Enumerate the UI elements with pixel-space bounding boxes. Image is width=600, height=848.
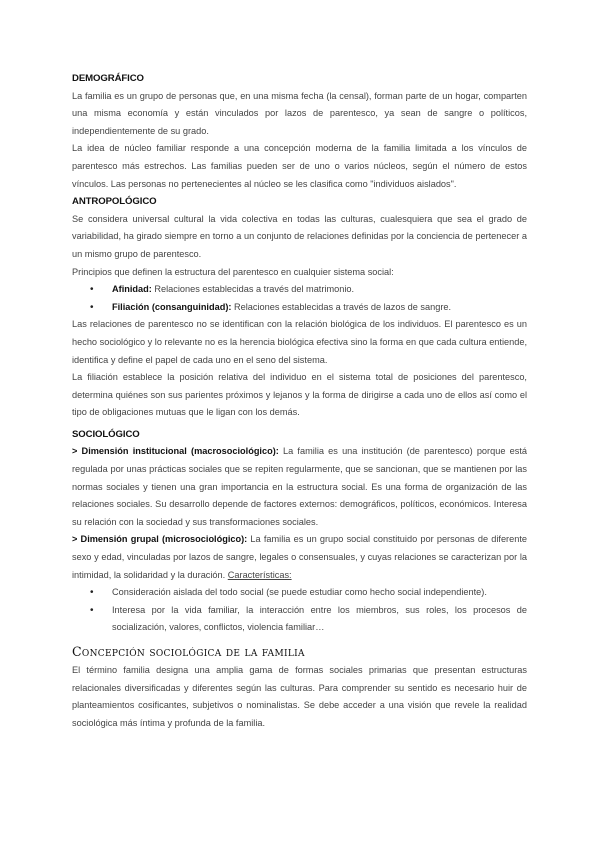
characteristics-list: [72, 584, 527, 637]
dimension-text: La familia es un grupo social constituido por personas de diferente sexo y edad, vinculadas por lazos de sangre, legales o consensuales, y cuyas relaciones se caracterizan por la intimidad, la solidaridad y la duración.: [72, 534, 527, 580]
dimension-label: > Dimensión institucional (macrosociológico):: [72, 446, 279, 457]
term-text: Relaciones establecidas a través del matrimonio.: [151, 284, 355, 295]
dimension-text: La familia es una institución (de parentesco) porque está regulada por unas prácticas sociales que se repiten regularmente, que se sancionan, que se mantienen por las normas sociales y tienen una gran importancia en la estructura social. Es una forma de organización de las relaciones sociales. Su desarrollo depende de factores externos: demográficos, políticos, económicos. Interesa su relación con la sociedad y sus transformaciones sociales.: [72, 446, 527, 527]
list-item: [112, 299, 527, 317]
paragraph: [72, 443, 527, 531]
term-text: Relaciones establecidas a través de lazos de sangre.: [231, 301, 452, 312]
paragraph: Se considera universal cultural la vida colectiva en todas las culturas, cualesquiera que sea el grado de variabilidad, ha girado siempre en torno a un conjunto de relaciones definidas por la conciencia de pertenecer a un mismo grupo de parentesco.: [72, 213, 527, 259]
term-label: Filiación (consanguinidad):: [112, 301, 232, 312]
heading-demografico: DEMOGRÁFICO: [72, 73, 144, 84]
document-body: [72, 70, 527, 732]
heading-concepcion: Concepción sociológica de la familia: [72, 644, 305, 659]
term-label: Afinidad:: [112, 284, 152, 295]
paragraph: [72, 531, 527, 584]
list-item: • Consideración aislada del todo social (se puede estudiar como hecho social independiente).: [112, 584, 527, 602]
paragraph: Principios que definen la estructura del parentesco en cualquier sistema social:: [72, 266, 394, 277]
paragraph: La idea de núcleo familiar responde a una concepción moderna de la familia limitada a los vínculos de parentesco más estrechos. Las familias pueden ser de uno o varios núcleos, según el número de estos vínculos. Las personas no pertenecientes al núcleo se les clasifica como "individuos aislados".: [72, 143, 527, 189]
dimension-label: > Dimensión grupal (microsociológico):: [72, 534, 248, 545]
list-item: • Interesa por la vida familiar, la interacción entre los miembros, sus roles, los procesos de socialización, valores, conflictos, violencia familiar…: [112, 602, 527, 637]
paragraph: La familia es un grupo de personas que, en una misma fecha (la censal), forman parte de un hogar, comparten una misma economía y están vinculados por lazos de parentesco, ya sean de sangre o políticos, independientemente de su grado.: [72, 90, 527, 136]
list-item: [112, 281, 527, 299]
heading-antropologico: ANTROPOLÓGICO: [72, 196, 157, 208]
paragraph: El término familia designa una amplia gama de formas sociales primarias que presentan estructuras relacionales diversificadas y diferentes según las culturas. Para comprender su sentido es necesario huir de planteamientos cosificantes, subjetivos o nominalistas. Se debe acceder a una visión que revele la realidad sociológica más íntima y profunda de la familia.: [72, 665, 527, 728]
characteristics-label: Características:: [227, 569, 292, 580]
paragraph: La filiación establece la posición relativa del individuo en el sistema total de posiciones del parentesco, determina quiénes son sus parientes próximos y lejanos y la forma de dirigirse a cada uno de ellos así como el tipo de obligaciones mutuas que le ligan con los demás.: [72, 372, 527, 418]
principles-list: [72, 281, 527, 316]
paragraph: Las relaciones de parentesco no se identifican con la relación biológica de los individuos. El parentesco es un hecho sociológico y lo relevante no es la herencia biológica efectiva sino la forma en que cada cultura entiende, identifica y define el papel de cada uno en el seno del sistema.: [72, 319, 527, 365]
heading-sociologico: SOCIOLÓGICO: [72, 428, 140, 440]
